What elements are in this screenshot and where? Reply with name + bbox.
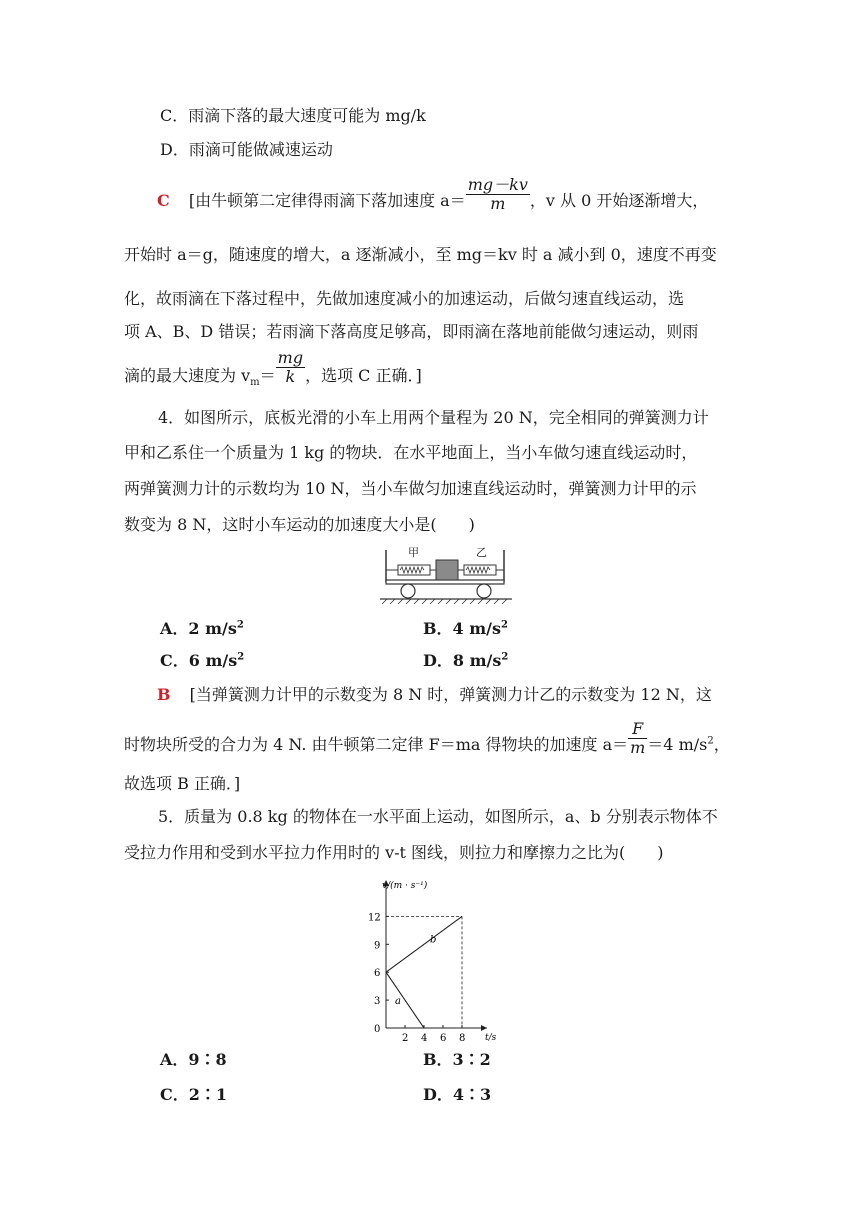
origin-label: 0 xyxy=(374,1024,381,1035)
q4-option-c: C．6 $m/s^2$ xyxy=(160,651,245,670)
q3-option-c: C．雨滴下落的最大速度可能为 mg/k xyxy=(160,106,426,125)
q4-exp-line2-sup: 2 xyxy=(707,735,714,747)
q4-fraction xyxy=(628,720,647,757)
series-label-a: a xyxy=(395,996,401,1008)
q3-vm-sub: m xyxy=(250,377,260,389)
q4-frac-den: m xyxy=(630,738,646,757)
q4-option-b: B．4 $m/s^2$ xyxy=(423,619,508,638)
vt-chart xyxy=(360,876,540,1042)
q5-stem-line1: 5．质量为 0.8 kg 的物体在一水平面上运动，如图所示，a、b 分别表示物体不 xyxy=(158,807,718,826)
q3-exp-pre: [由牛顿第二定律得雨滴下落加速度 a＝ xyxy=(188,191,466,210)
q4-explanation-line1 xyxy=(157,685,712,705)
q3-explanation-line3: 化，故雨滴在下落过程中，先做加速度减小的加速运动，后做匀速直线运动，选 xyxy=(124,289,685,308)
q4-exp-line2-end: ， xyxy=(713,735,730,754)
q3-fraction xyxy=(466,176,530,213)
q3-option-d: D．雨滴可能做减速运动 xyxy=(160,140,333,159)
q4-option-d: D．8 $m/s^2$ xyxy=(423,651,509,670)
q4-exp-line2-post: ＝4 m/s xyxy=(647,735,708,754)
series-line-a xyxy=(386,972,424,1028)
x-axis-label: t/s xyxy=(485,1033,497,1042)
q5-stem-line2: 受拉力作用和受到水平拉力作用时的 v-t 图线，则拉力和摩擦力之比为( ) xyxy=(124,843,664,862)
cart-label-jia: 甲 xyxy=(408,546,419,559)
q3-frac-den: m xyxy=(490,194,506,213)
y-tick-label: 12 xyxy=(368,912,381,924)
q3-explanation-line4: 项 A、B、D 错误；若雨滴下落高度足够高，即雨滴在落地前能做匀速运动，则雨 xyxy=(124,322,699,341)
x-tick-label: 8 xyxy=(459,1033,466,1042)
q3-exp-post: ，v 从 0 开始逐渐增大， xyxy=(529,191,709,210)
cart-label-yi: 乙 xyxy=(476,546,487,559)
q3-frac-num: mg－kv xyxy=(467,175,528,194)
x-axis-arrow xyxy=(481,1025,487,1031)
q3-vm-label: 滴的最大速度为 v xyxy=(124,366,251,385)
q4-exp-line1-text: [当弹簧测力计甲的示数变为 8 N 时，弹簧测力计乙的示数变为 12 N，这 xyxy=(189,685,712,704)
q3-vm-num: mg xyxy=(277,348,304,367)
series-line-b xyxy=(386,916,462,972)
q4-stem-line3: 两弹簧测力计的示数均为 10 N，当小车做匀加速直线运动时，弹簧测力计甲的示 xyxy=(124,479,697,498)
series-label-b: b xyxy=(430,934,437,946)
y-axis-label: v/(m · s⁻¹) xyxy=(382,881,428,891)
y-tick-label: 9 xyxy=(374,940,381,952)
q3-vm-den: k xyxy=(285,367,296,386)
q3-explanation-line2: 开始时 a＝g，随速度的增大，a 逐渐减小，至 mg＝kv 时 a 减小到 0，速度不再变 xyxy=(124,245,717,264)
q4-frac-num: F xyxy=(628,720,647,739)
q3-exp-end: ，选项 C 正确．] xyxy=(305,366,422,385)
q5-option-a: A．9∶8 xyxy=(160,1050,227,1069)
q3-explanation-line1 xyxy=(157,175,709,213)
q4-exp-line2-pre: 时物块所受的合力为 4 N. 由牛顿第二定律 F＝ma 得物块的加速度 a＝ xyxy=(124,735,629,754)
q4-explanation-line2 xyxy=(124,719,730,757)
x-tick-label: 2 xyxy=(402,1033,409,1042)
q3-explanation-line5 xyxy=(124,348,422,389)
x-tick-label: 6 xyxy=(440,1033,447,1042)
q4-answer: B xyxy=(157,685,171,704)
x-tick-label: 4 xyxy=(421,1033,428,1042)
q4-explanation-line3: 故选项 B 正确．] xyxy=(124,774,241,793)
q3-vm-fraction xyxy=(276,349,305,386)
q4-option-a: A．2 $m/s^2$ xyxy=(160,619,244,638)
q5-option-b: B．3∶2 xyxy=(423,1050,491,1069)
q5-option-c: C．2∶1 xyxy=(160,1085,228,1104)
q4-stem-line4: 数变为 8 N，这时小车运动的加速度大小是( ) xyxy=(124,515,475,534)
q4-stem-line2: 甲和乙系住一个质量为 1 kg 的物块．在水平地面上，当小车做匀速直线运动时， xyxy=(124,443,698,462)
y-tick-label: 6 xyxy=(374,968,381,980)
y-tick-label: 3 xyxy=(374,996,381,1008)
q3-eq: ＝ xyxy=(259,366,276,385)
cart-figure xyxy=(380,548,515,604)
q5-option-d: D．4∶3 xyxy=(423,1085,492,1104)
q4-stem-line1: 4．如图所示，底板光滑的小车上用两个量程为 20 N，完全相同的弹簧测力计 xyxy=(158,408,709,427)
q3-answer: C xyxy=(157,191,170,210)
